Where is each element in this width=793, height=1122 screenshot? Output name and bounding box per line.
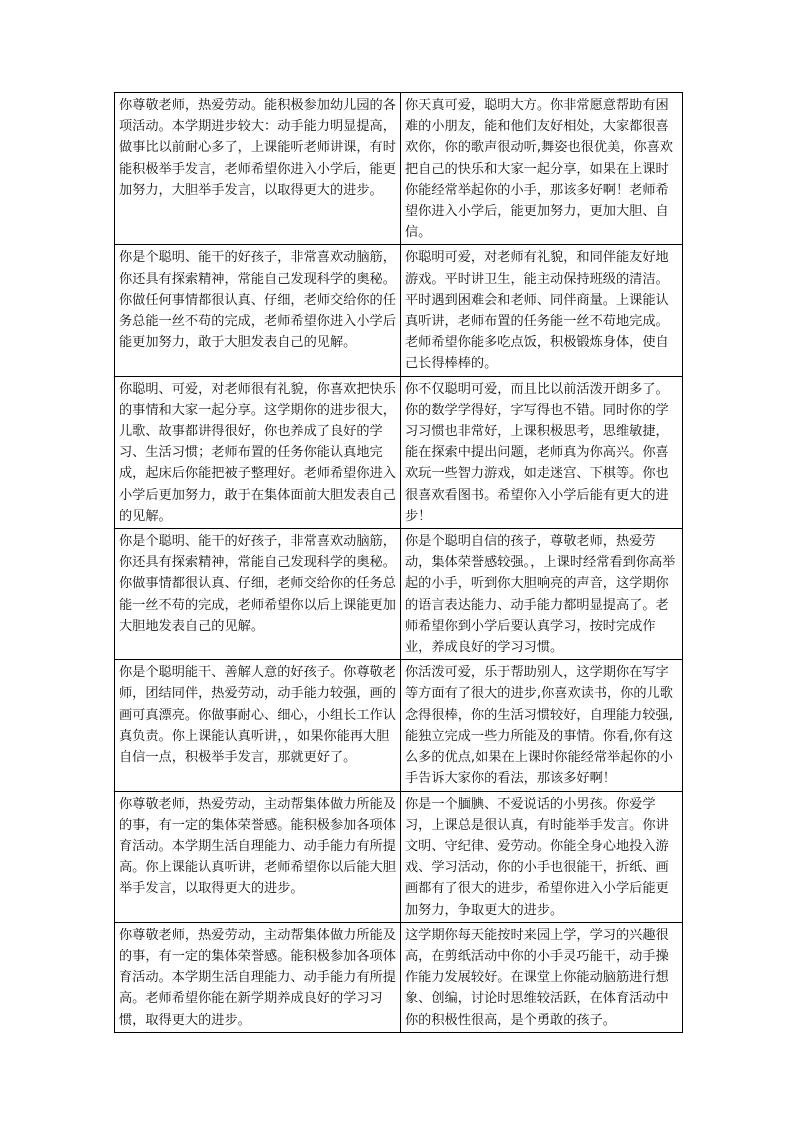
comment-cell-left: 你是个聪明、能干的好孩子，非常喜欢动脑筋，你还具有探索精神，常能自己发现科学的奥秘。你做任何事情都很认真、仔细，老师交给你的任务总能一丝不苟的完成，老师希望你进入小学后能更加努力，敢于大胆发表自己的见解。	[115, 245, 401, 376]
comment-cell-left: 你是个聪明能干、善解人意的好孩子。你尊敬老师，团结同伴，热爱劳动，动手能力较强，画的画可真漂亮。你做事耐心、细心，小组长工作认真负责。你上课能认真听讲，，如果你能再大胆自信一点，积极举手发言，那就更好了。	[115, 660, 401, 791]
comment-cell-left: 你尊敬老师，热爱劳动。能积极参加幼儿园的各项活动。本学期进步较大：动手能力明显提高，做事比以前耐心多了，上课能听老师讲课，有时能积极举手发言，老师希望你进入小学后，能更加努力，大胆举手发言，以取得更大的进步。	[115, 93, 401, 245]
table-row	[115, 660, 683, 791]
comment-cell-right: 你是一个腼腆、不爱说话的小男孩。你爱学习，上课总是很认真，有时能举手发言。你讲文明、守纪律、爱劳动。你能全身心地投入游戏、学习活动，你的小手也很能干，折纸、画画都有了很大的进步，希望你进入小学后能更加努力，争取更大的进步。	[401, 791, 683, 922]
comments-table	[114, 92, 683, 1033]
table-row	[115, 791, 683, 922]
table-row	[115, 922, 683, 1032]
comment-cell-right: 这学期你每天能按时来园上学，学习的兴趣很高，在剪纸活动中你的小手灵巧能干，动手操作能力发展较好。在课堂上你能动脑筋进行想象、创编，讨论时思维较活跃，在体育活动中你的积极性很高，是个勇敢的孩子。	[401, 922, 683, 1032]
comment-cell-right: 你不仅聪明可爱，而且比以前活泼开朗多了。你的数学学得好，字写得也不错。同时你的学习习惯也非常好，上课积极思考，思维敏捷，能在探索中提出问题，老师真为你高兴。你喜欢玩一些智力游戏，如走迷宫、下棋等。你也很喜欢看图书。希望你入小学后能有更大的进步！	[401, 376, 683, 528]
table-row	[115, 529, 683, 660]
comment-cell-right: 你活泼可爱，乐于帮助别人，这学期你在写字等方面有了很大的进步,你喜欢读书，你的儿歌念得很棒，你的生活习惯较好，自理能力较强,能独立完成一些力所能及的事情。你看,你有这么多的优点,如果在上课时你能经常举起你的小手告诉大家你的看法，那该多好啊！	[401, 660, 683, 791]
table-row	[115, 245, 683, 376]
comment-cell-left: 你尊敬老师，热爱劳动，主动帮集体做力所能及的事，有一定的集体荣誉感。能积极参加各项体育活动。本学期生活自理能力、动手能力有所提高。你上课能认真听讲，老师希望你以后能大胆举手发言，以取得更大的进步。	[115, 791, 401, 922]
comment-cell-left: 你尊敬老师，热爱劳动，主动帮集体做力所能及的事，有一定的集体荣誉感。能积极参加各项体育活动。本学期生活自理能力、动手能力有所提高。老师希望你能在新学期养成良好的学习习惯，取得更大的进步。	[115, 922, 401, 1032]
table-row	[115, 93, 683, 245]
comment-cell-left: 你聪明、可爱，对老师很有礼貌，你喜欢把快乐的事情和大家一起分享。这学期你的进步很大，儿歌、故事都讲得很好，你也养成了良好的学习、生活习惯；老师布置的任务你能认真地完成，起床后你能把被子整理好。老师希望你进入小学后更加努力，敢于在集体面前大胆发表自己的见解。	[115, 376, 401, 528]
comment-cell-left: 你是个聪明、能干的好孩子，非常喜欢动脑筋，你还具有探索精神，常能自己发现科学的奥秘。你做事情都很认真、仔细，老师交给你的任务总能一丝不苟的完成，老师希望你以后上课能更加大胆地发表自己的见解。	[115, 529, 401, 660]
table-row	[115, 376, 683, 528]
comment-cell-right: 你聪明可爱，对老师有礼貌，和同伴能友好地游戏。平时讲卫生，能主动保持班级的清洁。平时遇到困难会和老师、同伴商量。上课能认真听讲，老师布置的任务能一丝不苟地完成。老师希望你能多吃点饭，积极锻炼身体，使自己长得棒棒的。	[401, 245, 683, 376]
comment-cell-right: 你天真可爱，聪明大方。你非常愿意帮助有困难的小朋友，能和他们友好相处，大家都很喜欢你，你的歌声很动听,舞姿也很优美，你喜欢把自己的快乐和大家一起分享，如果在上课时你能经常举起你的小手，那该多好啊！老师希望你进入小学后，能更加努力，更加大胆、自信。	[401, 93, 683, 245]
comment-cell-right: 你是个聪明自信的孩子，尊敬老师，热爱劳动，集体荣誉感较强。，上课时经常看到你高举起的小手，听到你大胆响亮的声音，这学期你的语言表达能力、动手能力都明显提高了。老师希望你到小学后要认真学习，按时完成作业，养成良好的学习习惯。	[401, 529, 683, 660]
